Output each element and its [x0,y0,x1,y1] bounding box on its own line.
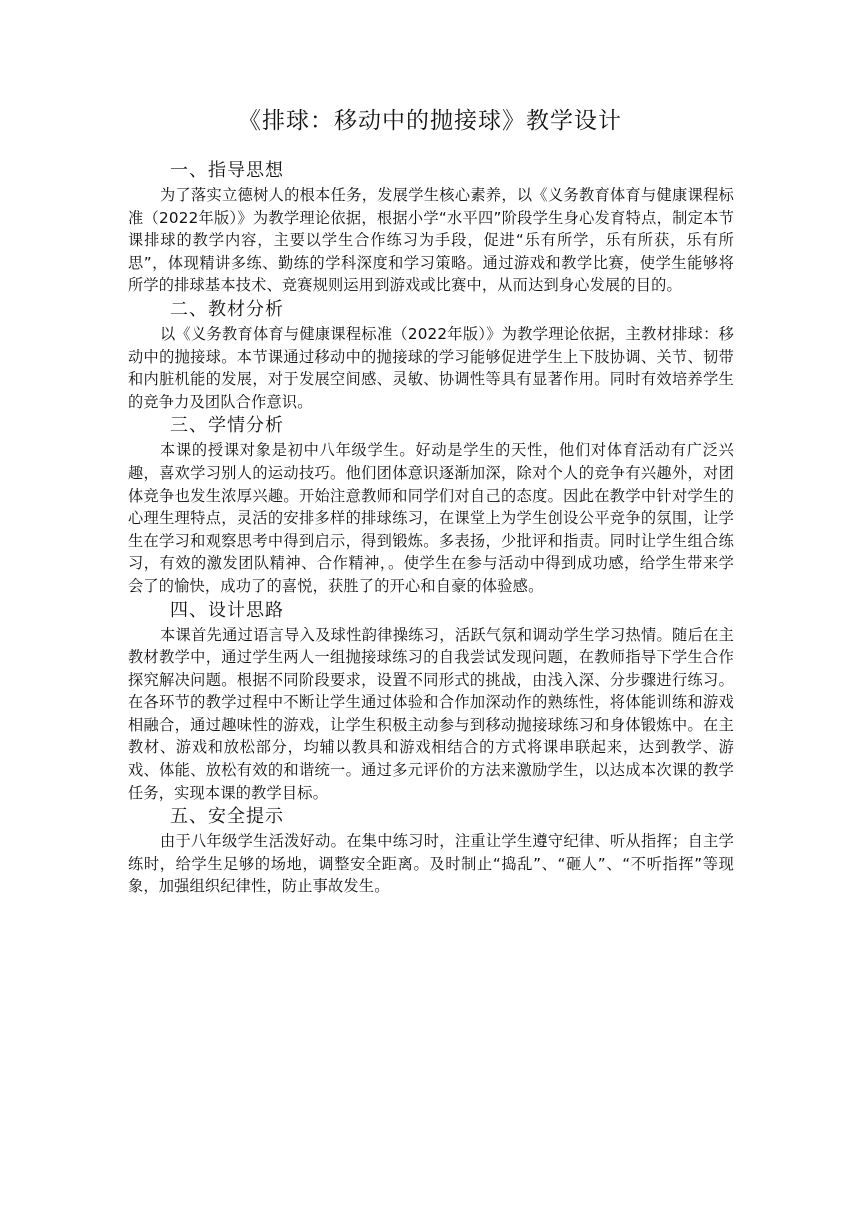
section-safety-tips [128,804,734,898]
section-paragraph: 由于八年级学生活泼好动。在集中练习时，注重让学生遵守纪律、听从指挥；自主学练时，给学生足够的场地，调整安全距离。及时制止“捣乱”、“砸人”、“不听指挥”等现象，加强组织纪律性，防止事故发生。 [128,832,734,896]
section-learner-analysis [128,413,734,597]
section-heading: 四、设计思路 [170,599,284,621]
section-heading: 五、安全提示 [170,806,284,828]
section-paragraph: 为了落实立德树人的根本任务，发展学生核心素养，以《义务教育体育与健康课程标准（2022年版）》为教学理论依据，根据小学“水平四”阶段学生身心发育特点，制定本节课排球的教学内容，主要以学生合作练习为手段，促进“乐有所学，乐有所获，乐有所思”，体现精讲多练、勤练的学科深度和学习策略。通过游戏和教学比赛，使学生能够将所学的排球基本技术、竞赛规则运用到游戏或比赛中，从而达到身心发展的目的。 [128,186,734,295]
section-material-analysis [128,297,734,413]
section-heading: 三、学情分析 [170,415,284,437]
document-body [128,158,734,898]
section-paragraph: 本课的授课对象是初中八年级学生。好动是学生的天性，他们对体育活动有广泛兴趣，喜欢学习别人的运动技巧。他们团体意识逐渐加深，除对个人的竞争有兴趣外，对团体竞争也发生浓厚兴趣。开始注意教师和同学们对自己的态度。因此在教学中针对学生的心理生理特点，灵活的安排多样的排球练习，在课堂上为学生创设公平竞争的氛围，让学生在学习和观察思考中得到启示，得到锻炼。多表扬，少批评和指责。同时让学生组合练习，有效的激发团队精神、合作精神，。使学生在参与活动中得到成功感，给学生带来学会了的愉快，成功了的喜悦，获胜了的开心和自豪的体验感。 [128,441,734,595]
section-guiding-ideology [128,158,734,297]
section-paragraph: 本课首先通过语言导入及球性韵律操练习，活跃气氛和调动学生学习热情。随后在主教材教学中，通过学生两人一组抛接球练习的自我尝试发现问题，在教师指导下学生合作探究解决问题。根据不同阶段要求，设置不同形式的挑战，由浅入深、分步骤进行练习。在各环节的教学过程中不断让学生通过体验和合作加深动作的熟练性，将体能训练和游戏相融合，通过趣味性的游戏，让学生积极主动参与到移动抛接球练习和身体锻炼中。在主教材、游戏和放松部分，均辅以教具和游戏相结合的方式将课串联起来，达到教学、游戏、体能、放松有效的和谐统一。通过多元评价的方法来激励学生，以达成本次课的教学任务，实现本课的教学目标。 [128,625,734,802]
section-design-approach [128,598,734,805]
document-title: 《排球：移动中的抛接球》教学设计 [238,108,622,134]
section-heading: 一、指导思想 [170,160,284,181]
section-paragraph: 以《义务教育体育与健康课程标准（2022年版）》为教学理论依据，主教材排球：移动中的抛接球。本节课通过移动中的抛接球的学习能够促进学生上下肢协调、关节、韧带和内脏机能的发展，对于发展空间感、灵敏、协调性等具有显著作用。同时有效培养学生的竞争力及团队合作意识。 [128,324,734,411]
section-heading: 二、教材分析 [170,298,284,320]
